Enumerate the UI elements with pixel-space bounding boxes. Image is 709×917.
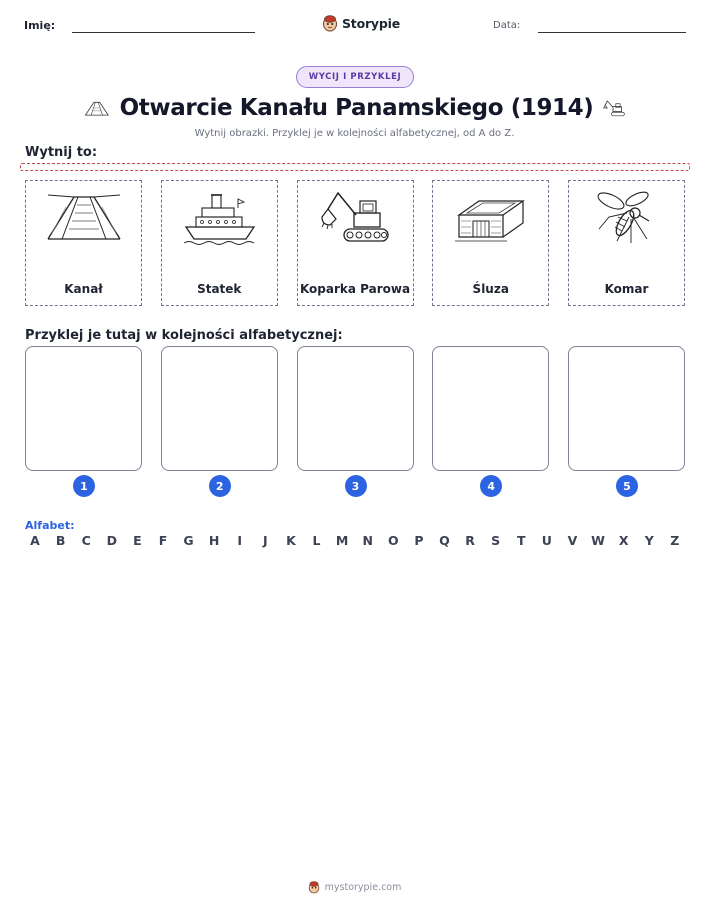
cut-card-kanal[interactable]: [25, 180, 142, 306]
cut-card-komar[interactable]: [568, 180, 685, 306]
alphabet-letter: H: [208, 533, 220, 548]
paste-heading: Przyklej je tutaj w kolejności alfabetycznej:: [25, 328, 343, 343]
alphabet-letter: G: [183, 533, 194, 548]
alphabet-letter: B: [55, 533, 66, 548]
paste-slot-3: [297, 346, 414, 498]
alphabet-letter: I: [237, 533, 243, 548]
excavator-icon: [316, 187, 396, 249]
cut-card-statek[interactable]: [161, 180, 278, 306]
storypie-mascot-icon: [322, 14, 338, 32]
ship-icon: [180, 187, 260, 249]
paste-box[interactable]: [25, 346, 142, 471]
alphabet-letter: E: [133, 533, 142, 548]
paste-slot-5: [568, 346, 685, 498]
paste-slot-1: [25, 346, 142, 498]
slot-number: 4: [480, 475, 502, 497]
canal-icon: [44, 187, 124, 249]
excavator-icon: [603, 94, 629, 122]
card-label: Kanał: [64, 282, 103, 296]
alphabet-letter: S: [491, 533, 501, 548]
slot-number: 5: [616, 475, 638, 497]
activity-badge: WYCIJ I PRZYKLEJ: [296, 66, 414, 88]
alphabet-letter: K: [286, 533, 296, 548]
cut-heading: Wytnij to:: [25, 145, 98, 160]
card-label: Koparka Parowa: [299, 282, 411, 296]
alphabet-letter: U: [541, 533, 552, 548]
mosquito-icon: [587, 187, 667, 249]
alphabet-letter: Q: [439, 533, 450, 548]
canal-lock-icon: [451, 187, 531, 249]
name-label: Imię:: [24, 19, 56, 32]
alphabet-letter: M: [335, 533, 349, 548]
alphabet-letter: W: [591, 533, 605, 548]
alphabet-letter: V: [567, 533, 578, 548]
alphabet-letter: O: [387, 533, 399, 548]
slot-number: 1: [73, 475, 95, 497]
footer: [0, 880, 709, 894]
cut-card-koparka-parowa[interactable]: [297, 180, 414, 306]
alphabet-label: Alfabet:: [25, 519, 75, 532]
instructions: Wytnij obrazki. Przyklej je w kolejności alfabetycznej, od A do Z.: [194, 128, 515, 139]
page-title: Otwarcie Kanału Panamskiego (1914): [119, 95, 594, 121]
paste-slot-2: [161, 346, 278, 498]
alphabet-letter: X: [618, 533, 629, 548]
alphabet-letter: L: [312, 533, 321, 548]
paste-boxes: [25, 346, 685, 498]
brand-logo: [322, 13, 400, 33]
alphabet-letter: A: [30, 533, 40, 548]
date-line: [538, 32, 686, 33]
storypie-mascot-icon: [308, 880, 320, 894]
alphabet-row: [25, 533, 685, 548]
card-label: Komar: [604, 282, 649, 296]
alphabet-letter: Z: [670, 533, 680, 548]
cut-line: [20, 163, 690, 171]
alphabet-letter: P: [414, 533, 424, 548]
paste-box[interactable]: [297, 346, 414, 471]
paste-slot-4: [432, 346, 549, 498]
slot-number: 3: [345, 475, 367, 497]
cut-cards: [25, 180, 685, 306]
alphabet-letter: T: [517, 533, 526, 548]
name-line: [72, 32, 255, 33]
brand-name: Storypie: [342, 15, 400, 31]
paste-box[interactable]: [568, 346, 685, 471]
paste-box[interactable]: [432, 346, 549, 471]
alphabet-letter: F: [158, 533, 168, 548]
cut-card-sluza[interactable]: [432, 180, 549, 306]
alphabet-letter: Y: [644, 533, 654, 548]
date-label: Data:: [493, 20, 521, 31]
slot-number: 2: [209, 475, 231, 497]
alphabet-letter: J: [263, 533, 268, 548]
alphabet-letter: D: [106, 533, 117, 548]
canal-icon: [84, 94, 110, 122]
alphabet-letter: C: [81, 533, 91, 548]
paste-box[interactable]: [161, 346, 278, 471]
card-label: Statek: [197, 282, 242, 296]
alphabet-letter: R: [465, 533, 475, 548]
card-label: Śluza: [472, 282, 509, 296]
title-row: [84, 92, 629, 124]
footer-url: mystorypie.com: [324, 881, 402, 893]
alphabet-letter: N: [362, 533, 373, 548]
